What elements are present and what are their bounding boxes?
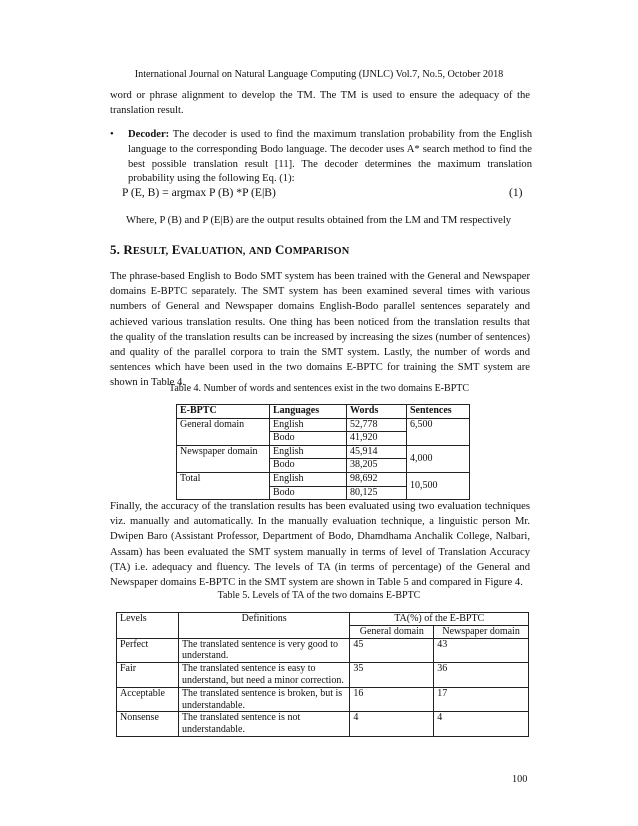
equation-where-text: Where, P (B) and P (E|B) are the output results obtained from the LM and TM respectively (126, 215, 512, 226)
table4-header-cell: Sentences (407, 405, 470, 419)
table5-header-definitions: Definitions (178, 613, 349, 639)
table5-general-cell: 35 (350, 663, 434, 688)
evaluation-paragraph: Finally, the accuracy of the translation results has been evaluated using two evaluation techniques viz. manually and automatically. In the manually evaluation technique, a linguistic person Mr. Dwipen Baro (Assistant Professor, Department of Bodo, Dhamdhama Anchalik College, Nalbari, Assam) has been evaluated the SMT system manually in terms of level of Translation Accuracy (TA) i.e. adequacy and fluency. The levels of TA (in terms of percentage) of the General and Newspaper domains E-BPTC in the SMT system are shown in Table 5 and compared in Figure 4. (110, 501, 530, 589)
table4-sentences-cell: 6,500 (407, 418, 470, 445)
table-row (117, 687, 529, 712)
table5-level-cell: Acceptable (117, 687, 179, 712)
section-word-result-cap: R (123, 242, 133, 257)
table5-level-cell: Perfect (117, 638, 179, 663)
table-row (177, 472, 470, 486)
section-word-evaluation-rest: VALUATION, (180, 246, 246, 257)
table4-sentences-cell: 10,500 (407, 472, 470, 499)
section-word-comparison-cap: C (275, 242, 285, 257)
table5-definition-cell: The translated sentence is very good to understand. (178, 638, 349, 663)
table5-subheader-newspaper: Newspaper domain (434, 625, 529, 638)
table5-subheader-general: General domain (350, 625, 434, 638)
decoder-bullet-text (128, 128, 532, 187)
table5-newspaper-cell: 4 (434, 712, 529, 737)
table5-general-cell: 4 (350, 712, 434, 737)
section-word-comparison-rest: OMPARISON (284, 246, 350, 257)
decoder-description: The decoder is used to find the maximum translation probability from the English language to the corresponding Bodo language. The decoder uses A* search method to find the best possible translation result [11]. The decoder determines the maximum translation probability using the following Eq. (1): (128, 129, 532, 185)
table-row (117, 638, 529, 663)
table4-words-cell: 45,914 (347, 445, 407, 459)
table5-header-levels: Levels (117, 613, 179, 639)
table4-domain-cell: Newspaper domain (177, 445, 270, 472)
section-word-evaluation-cap: E (171, 242, 181, 257)
table4-words-cell: 52,778 (347, 418, 407, 432)
table5-header-ta: TA(%) of the E-BPTC (350, 613, 529, 626)
table-row (177, 418, 470, 432)
equation-number: (1) (509, 186, 523, 199)
table5-general-cell: 45 (350, 638, 434, 663)
table5-general-cell: 16 (350, 687, 434, 712)
table4-header-row (177, 405, 470, 419)
table4 (176, 404, 470, 500)
page-number: 100 (512, 774, 528, 785)
decoder-label: Decoder: (128, 129, 170, 140)
table5-newspaper-cell: 36 (434, 663, 529, 688)
table4-words-cell: 98,692 (347, 472, 407, 486)
intro-paragraph: word or phrase alignment to develop the TM. The TM is used to ensure the adequacy of the translation result. (110, 90, 530, 117)
table-row (177, 445, 470, 459)
journal-header: International Journal on Natural Language Computing (IJNLC) Vol.7, No.5, October 2018 (134, 69, 504, 80)
table5-header-row (117, 613, 529, 626)
table4-language-cell: Bodo (270, 432, 347, 446)
table5-newspaper-cell: 17 (434, 687, 529, 712)
table4-words-cell: 80,125 (347, 486, 407, 500)
table5-definition-cell: The translated sentence is easy to understand, but need a minor correction. (178, 663, 349, 688)
table5 (116, 612, 529, 737)
bullet-dot-icon: • (110, 129, 114, 140)
table5-level-cell: Nonsense (117, 712, 179, 737)
table-row (117, 712, 529, 737)
table4-domain-cell: Total (177, 472, 270, 499)
table5-level-cell: Fair (117, 663, 179, 688)
table4-domain-cell: General domain (177, 418, 270, 445)
table4-header-cell: Words (347, 405, 407, 419)
table4-language-cell: English (270, 472, 347, 486)
section-word-result-rest: ESULT, (132, 246, 169, 257)
table4-caption: Table 4. Number of words and sentences exist in the two domains E-BPTC (168, 383, 470, 394)
table4-words-cell: 41,920 (347, 432, 407, 446)
table4-header-cell: E-BPTC (177, 405, 270, 419)
table4-sentences-cell: 4,000 (407, 445, 470, 472)
table4-language-cell: Bodo (270, 486, 347, 500)
table5-definition-cell: The translated sentence is broken, but is understandable. (178, 687, 349, 712)
table4-language-cell: English (270, 445, 347, 459)
table4-words-cell: 38,205 (347, 459, 407, 473)
table-row (117, 663, 529, 688)
table5-definition-cell: The translated sentence is not understandable. (178, 712, 349, 737)
table4-language-cell: English (270, 418, 347, 432)
section-heading (110, 242, 349, 258)
table4-header-cell: Languages (270, 405, 347, 419)
section-word-and: AND (248, 246, 272, 257)
table4-language-cell: Bodo (270, 459, 347, 473)
table5-caption: Table 5. Levels of TA of the two domains E-BPTC (217, 590, 421, 601)
table5-newspaper-cell: 43 (434, 638, 529, 663)
equation-expression: P (E, B) = argmax P (B) *P (E|B) (122, 186, 276, 199)
decoder-bullet (110, 128, 532, 187)
results-paragraph: The phrase-based English to Bodo SMT system has been trained with the General and Newspaper domains E-BPTC separately. The SMT system has been examined several times with various numbers of General and Newspaper domains English-Bodo parallel sentences separately and achieved various translation results. One thing has been noticed from the translation results that the quality of the translation results can be increased by increasing the sizes (number of sentences) and quality of the parallel corpora to train the SMT system. Lastly, the number of words and sentences which have been used in the two domains E-BPTC for training the SMT system are shown in Table 4. (110, 271, 530, 389)
section-number: 5. (110, 242, 120, 257)
